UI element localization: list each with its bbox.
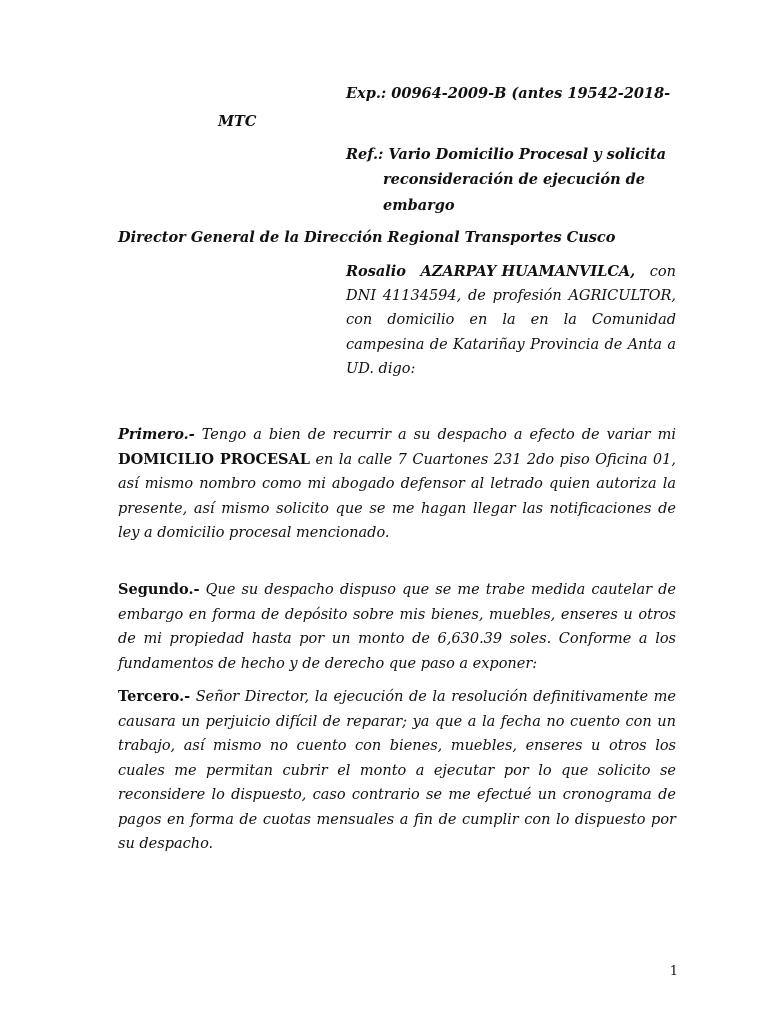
petitioner-name-line	[346, 260, 676, 284]
petitioner-surname: AZARPAY HUAMANVILCA,	[420, 263, 636, 280]
expediente-line-1: Exp.: 00964-2009-B (antes 19542-2018-	[346, 85, 671, 102]
reference-line-3: embargo	[383, 197, 455, 214]
paragraph-primero	[118, 423, 676, 546]
primero-text-b: en la calle 7 Cuartones 231 2do piso Oficina 01, así mismo nombro como mi abogado defensor al letrado quien autoriza la presente, así mismo solicito que se me hagan llegar las notificaciones de ley a domicilio procesal mencionado.	[118, 451, 676, 541]
tercero-label: Tercero.-	[118, 688, 191, 705]
page-number: 1	[669, 964, 678, 979]
addressee: Director General de la Dirección Regional Transportes Cusco	[118, 229, 616, 246]
reference-line-1	[346, 143, 666, 167]
reference-text-1: Vario Domicilio Procesal y solicita	[388, 146, 666, 163]
petitioner-block	[346, 260, 676, 381]
primero-emphasis: DOMICILIO PROCESAL	[118, 450, 310, 468]
petitioner-text-1: con	[649, 264, 676, 280]
expediente-line-2: MTC	[218, 113, 257, 130]
petitioner-first-name: Rosalio	[346, 263, 406, 280]
primero-text-a: Tengo a bien de recurrir a su despacho a efecto de variar mi	[201, 427, 677, 443]
primero-label: Primero.-	[118, 426, 195, 443]
paragraph-tercero	[118, 685, 676, 857]
petitioner-details: DNI 41134594, de profesión AGRICULTOR, con domicilio en la en la Comunidad campesina de Katariñay Provincia de Anta a UD. digo:	[346, 288, 676, 377]
tercero-text: Señor Director, la ejecución de la resolución definitivamente me causara un perjuicio difícil de reparar; ya que a la fecha no cuento con un trabajo, así mismo no cuento con bienes, muebles, enseres u otros los cuales me permitan cubrir el monto a ejecutar por lo que solicito se reconsidere lo dispuesto, caso contrario se me efectué un cronograma de pagos en forma de cuotas mensuales a fin de cumplir con lo dispuesto por su despacho.	[118, 689, 676, 852]
reference-line-2: reconsideración de ejecución de	[383, 171, 646, 188]
segundo-label: Segundo.-	[118, 581, 200, 598]
reference-label: Ref.:	[346, 146, 384, 163]
paragraph-segundo	[118, 578, 676, 676]
segundo-text: Que su despacho dispuso que se me trabe medida cautelar de embargo en forma de depósito sobre mis bienes, muebles, enseres u otros de mi propiedad hasta por un monto de 6,630.39 soles. Conforme a los fundamentos de hecho y de derecho que paso a exponer:	[118, 582, 677, 672]
